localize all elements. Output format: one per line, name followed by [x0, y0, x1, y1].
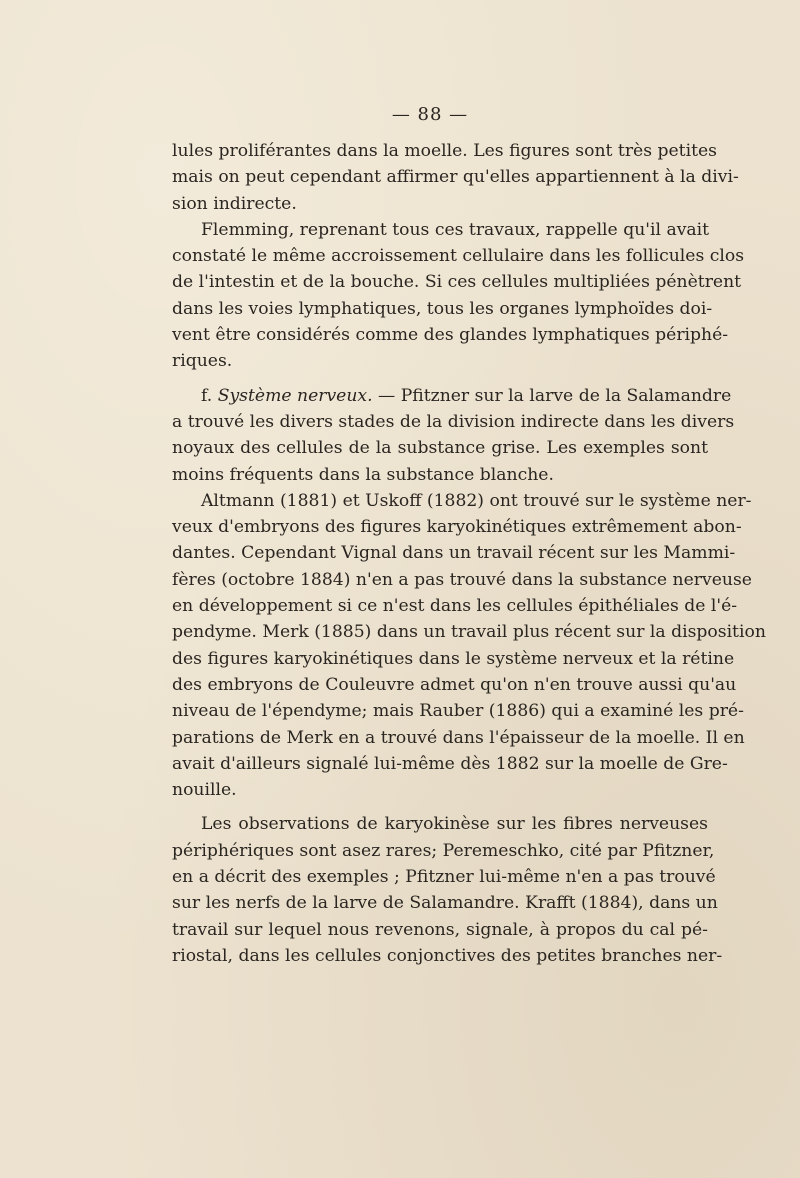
paragraph [172, 217, 745, 375]
body-text [172, 138, 766, 969]
text-line [172, 383, 732, 409]
section-title: Système nerveux. [217, 385, 373, 406]
text-line: moins fréquents dans la substance blanche. [172, 464, 554, 485]
text-line: périphériques sont asez rares; Peremeschko, cité par Pfitzner, [172, 840, 715, 861]
text-line: Flemming, reprenant tous ces travaux, rappelle qu'il avait [201, 219, 710, 240]
text-line: riostal, dans les cellules conjonctives des petites branches ner- [172, 945, 723, 966]
text-line: dans les voies lymphatiques, tous les organes lymphoïdes doi- [172, 298, 713, 319]
paragraph [172, 811, 723, 969]
text-line: en développement si ce n'est dans les cellules épithéliales de l'é- [172, 596, 738, 617]
text-line: veux d'embryons des figures karyokinétiques extrêmement abon- [172, 517, 742, 538]
text-line: Les observations de karyokinèse sur les fibres nerveuses [201, 814, 708, 835]
text-line: lules proliférantes dans la moelle. Les figures sont très petites [172, 141, 717, 161]
text-line: des figures karyokinétiques dans le système nerveux et la rétine [172, 648, 735, 669]
section-text: — Pfitzner sur la larve de la Salamandre [378, 385, 732, 406]
text-line: constaté le même accroissement cellulaire dans les follicules clos [172, 246, 745, 267]
text-line: sion indirecte. [172, 193, 297, 214]
text-line: a trouvé les divers stades de la division indirecte dans les divers [172, 411, 735, 432]
text-line: vent être considérés comme des glandes lymphatiques périphé- [172, 325, 729, 346]
text-line: riques. [172, 351, 233, 372]
text-line: pendyme. Merk (1885) dans un travail plus récent sur la disposition [172, 622, 766, 643]
paragraph-gap [172, 803, 708, 811]
text-line: mais on peut cependant affirmer qu'elles appartiennent à la divi- [172, 167, 739, 188]
text-line: fères (octobre 1884) n'en a pas trouvé dans la substance nerveuse [172, 569, 752, 590]
paragraph [172, 488, 766, 804]
text-line: dantes. Cependant Vignal dans un travail récent sur les Mammi- [172, 543, 736, 564]
paragraph-gap [172, 375, 708, 383]
text-line: avait d'ailleurs signalé lui-même dès 1882 sur la moelle de Gre- [172, 753, 728, 774]
text-line: Altmann (1881) et Uskoff (1882) ont trouvé sur le système ner- [201, 490, 752, 511]
page-number: — 88 — [391, 104, 469, 125]
text-line: de l'intestin et de la bouche. Si ces cellules multipliées pénètrent [172, 272, 742, 293]
text-line: en a décrit des exemples ; Pfitzner lui-même n'en a pas trouvé [172, 867, 716, 888]
text-line: sur les nerfs de la larve de Salamandre. Krafft (1884), dans un [172, 893, 718, 914]
text-line: parations de Merk en a trouvé dans l'épaisseur de la moelle. Il en [172, 727, 745, 748]
text-line: niveau de l'épendyme; mais Rauber (1886) qui a examiné les pré- [172, 701, 744, 722]
section-label: f. [201, 385, 213, 406]
text-line: des embryons de Couleuvre admet qu'on n'en trouve aussi qu'au [172, 674, 737, 695]
text-line: noyaux des cellules de la substance grise. Les exemples sont [172, 438, 708, 459]
text-line: nouille. [172, 780, 237, 801]
paragraph-section-f [172, 383, 735, 488]
paragraph [172, 138, 739, 217]
text-line: travail sur lequel nous revenons, signale, à propos du cal pé- [172, 919, 708, 940]
